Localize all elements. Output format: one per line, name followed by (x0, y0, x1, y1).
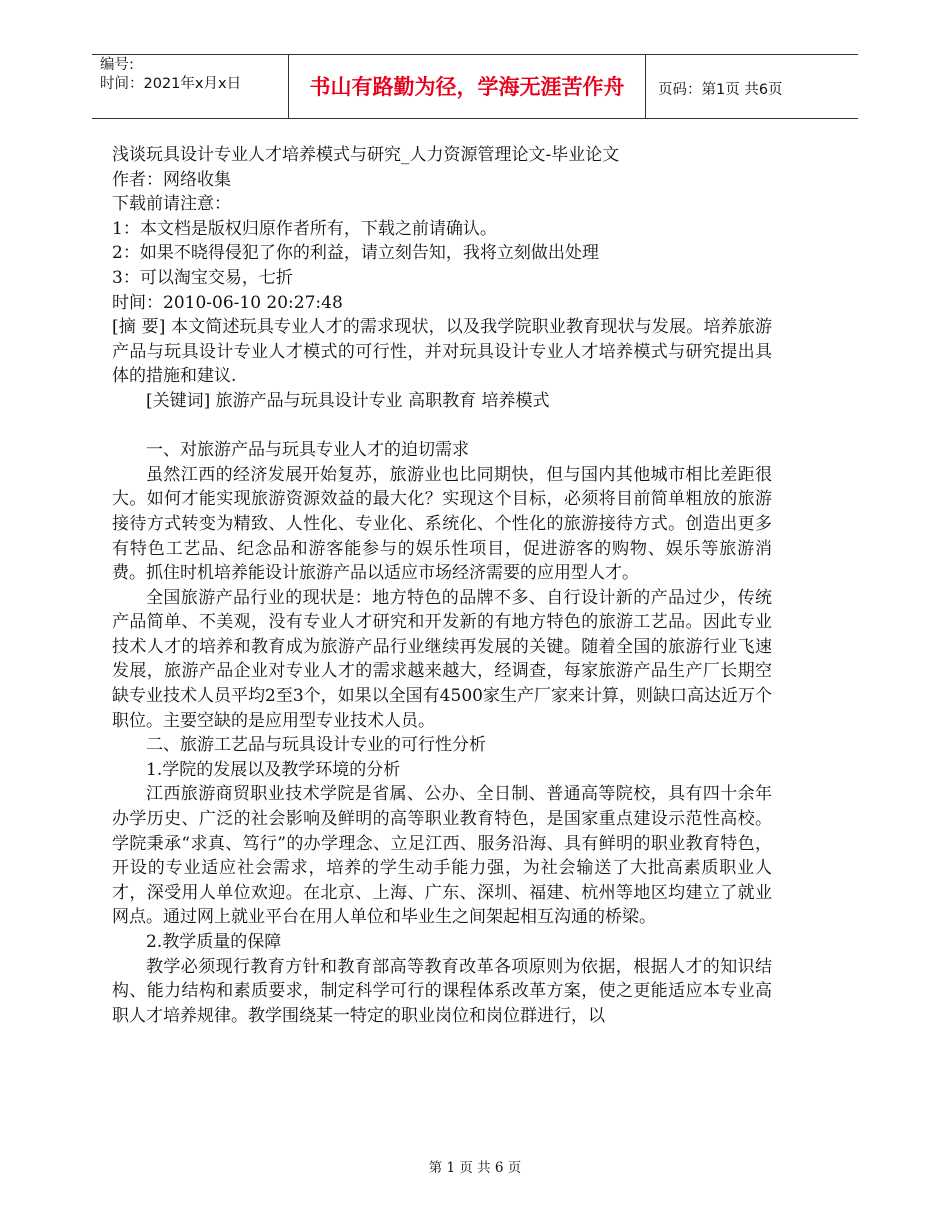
notice-item: 3：可以淘宝交易，七折 (112, 267, 293, 288)
body-paragraph: 教学必须现行教育方针和教育部高等教育改革各项原则为依据，根据人才的知识结构、能力结构和素质要求，制定科学可行的课程体系改革方案，使之更能适应本专业高职人才培养规律。教学围绕某一特定的职业岗位和岗位群进行，以 (112, 956, 772, 1026)
abstract: [摘 要] 本文简述玩具专业人才的需求现状，以及我学院职业教育现状与发展。培养旅游产品与玩具设计专业人才模式的可行性，并对玩具设计专业人才培养模式与研究提出具体的措施和建议. (112, 317, 772, 387)
spacer (112, 414, 772, 439)
header-meta (100, 56, 241, 94)
header-motto: 书山有路勤为径，学海无涯苦作舟 (288, 54, 646, 118)
notice-item: 2：如果不晓得侵犯了你的利益，请立刻告知，我将立刻做出处理 (112, 243, 599, 264)
notice-item: 1：本文档是版权归原作者所有，下载之前请确认。 (112, 218, 497, 239)
document-author: 作者：网络收集 (112, 169, 231, 190)
section-heading: 二、旅游工艺品与玩具设计专业的可行性分析 (146, 735, 486, 756)
notice-heading: 下载前请注意： (112, 194, 231, 215)
keywords: [关键词] 旅游产品与玩具设计专业 高职教育 培养模式 (146, 390, 550, 411)
document-body (112, 143, 772, 1028)
subsection-heading: 1.学院的发展以及教学环境的分析 (146, 759, 401, 780)
section-heading: 一、对旅游产品与玩具专业人才的迫切需求 (146, 440, 469, 461)
header-page-info: 页码：第1页 共6页 (658, 82, 783, 98)
document-title: 浅谈玩具设计专业人才培养模式与研究_人力资源管理论文-毕业论文 (112, 145, 620, 165)
document-date: 时间：2021年x月x日 (100, 76, 242, 92)
document-time: 时间：2010-06-10 20:27:48 (112, 292, 343, 313)
header-bottom-rule (92, 118, 858, 119)
footer-page-number: 第 1 页 共 6 页 (428, 1160, 522, 1176)
body-paragraph: 虽然江西的经济发展开始复苏，旅游业也比同期快，但与国内其他城市相比差距很大。如何才能实现旅游资源效益的最大化？实现这个目标，必须将目前简单粗放的旅游接待方式转变为精致、人性化、专业化、系统化、个性化的旅游接待方式。创造出更多有特色工艺品、纪念品和游客能参与的娱乐性项目，促进游客的购物、娱乐等旅游消费。抓住时机培养能设计旅游产品以适应市场经济需要的应用型人才。 (112, 464, 772, 584)
subsection-heading: 2.教学质量的保障 (146, 932, 282, 952)
document-number-label: 编号: (100, 57, 134, 73)
body-paragraph: 江西旅游商贸职业技术学院是省属、公办、全日制、普通高等院校，具有四十余年办学历史、广泛的社会影响及鲜明的高等职业教育特色，是国家重点建设示范性高校。学院秉承“求真、笃行”的办学理念、立足江西、服务沿海、具有鲜明的职业教育特色，开设的专业适应社会需求，培养的学生动手能力强，为社会输送了大批高素质职业人才，深受用人单位欢迎。在北京、上海、广东、深圳、福建、杭州等地区均建立了就业网点。通过网上就业平台在用人单位和毕业生之间架起相互沟通的桥梁。 (112, 784, 772, 928)
page-footer (0, 1156, 950, 1176)
body-paragraph: 全国旅游产品行业的现状是：地方特色的品牌不多、自行设计新的产品过少，传统产品简单、不美观，没有专业人才研究和开发新的有地方特色的旅游工艺品。因此专业技术人才的培养和教育成为旅游产品行业继续再发展的关键。随着全国的旅游行业飞速发展，旅游产品企业对专业人才的需求越来越大，经调查，每家旅游产品生产厂长期空缺专业技术人员平均2至3个，如果以全国有4500家生产厂家来计算，则缺口高达近万个职位。主要空缺的是应用型专业技术人员。 (112, 587, 772, 731)
